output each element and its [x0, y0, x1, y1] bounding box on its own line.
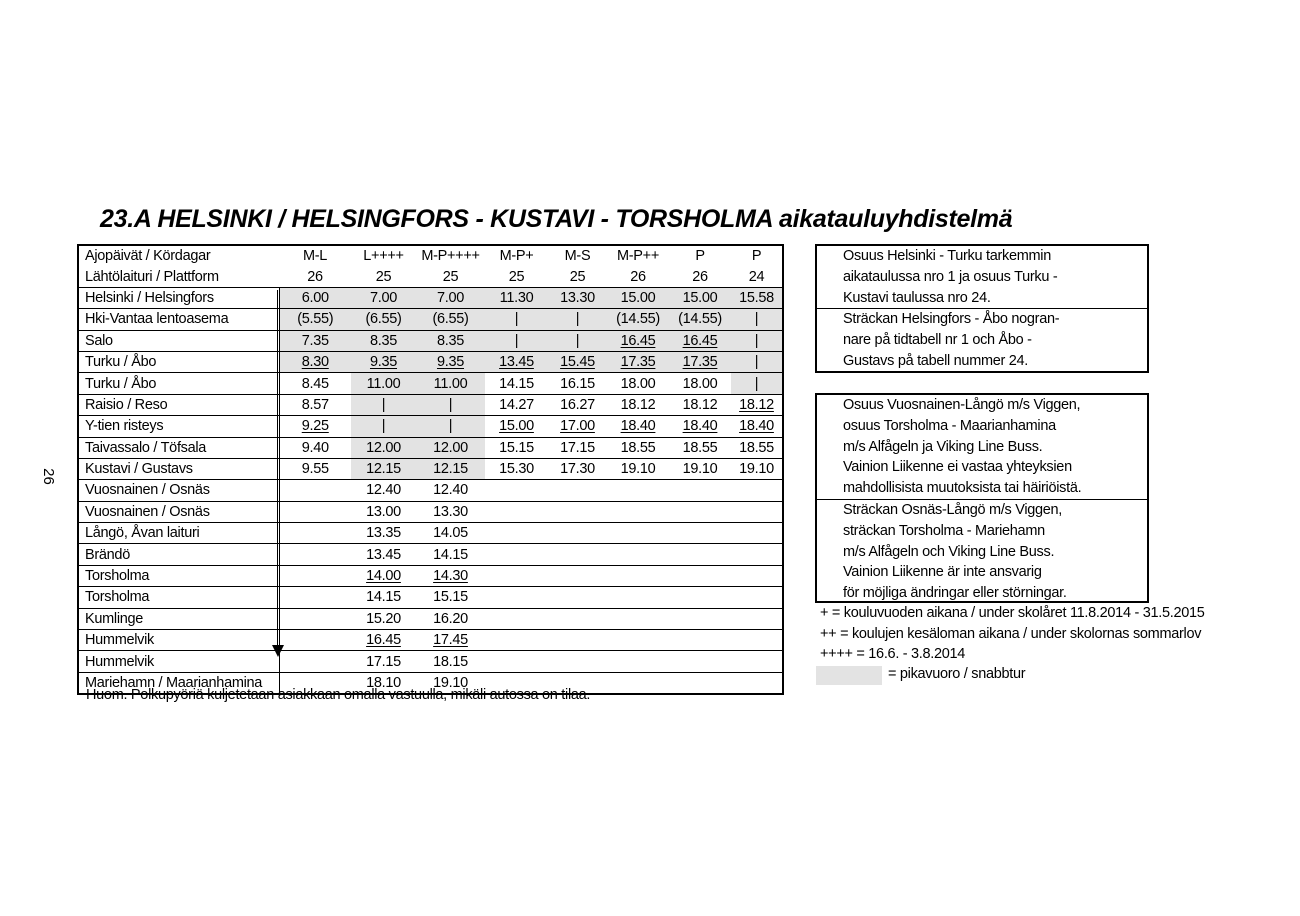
time-value: 14.30: [433, 568, 468, 585]
time-cell: [351, 351, 416, 372]
info-line: aikataulussa nro 1 ja osuus Turku -: [843, 268, 1058, 285]
time-cell: [731, 544, 783, 565]
table-row: [78, 587, 783, 608]
time-cell: (6.55): [351, 309, 416, 330]
time-cell: [607, 587, 669, 608]
time-cell: 7.35: [279, 330, 351, 351]
time-cell: [669, 630, 731, 651]
time-cell: 8.57: [279, 394, 351, 415]
station-name: Vuosnainen / Osnäs: [78, 480, 279, 501]
time-cell: 7.00: [416, 287, 485, 308]
time-cell: [669, 651, 731, 672]
time-cell: 13.35: [351, 523, 416, 544]
legend-express-swatch: [816, 666, 882, 685]
time-cell: [548, 608, 607, 629]
time-cell: 16.20: [416, 608, 485, 629]
time-cell: [669, 501, 731, 522]
time-cell: [279, 544, 351, 565]
time-cell: [731, 480, 783, 501]
time-cell: [607, 480, 669, 501]
time-cell: [485, 501, 548, 522]
info-box-ferries: [815, 393, 1149, 603]
table-row: [78, 565, 783, 586]
station-name: Långö, Åvan laituri: [78, 523, 279, 544]
time-cell: [669, 672, 731, 694]
time-cell: [669, 416, 731, 437]
station-name: Helsinki / Helsingfors: [78, 287, 279, 308]
legend-express-label: = pikavuoro / snabbtur: [888, 666, 1026, 682]
day-code: M-P++: [616, 248, 659, 265]
time-value: 9.35: [369, 354, 398, 371]
time-value: 16.45: [620, 332, 656, 349]
time-cell: 18.55: [669, 437, 731, 458]
time-cell: 8.35: [351, 330, 416, 351]
time-value: 16.45: [366, 632, 401, 649]
platform-number: 25: [416, 266, 485, 287]
time-cell: [279, 608, 351, 629]
station-name: Raisio / Reso: [78, 394, 279, 415]
time-cell: 6.00: [279, 287, 351, 308]
time-cell: [279, 416, 351, 437]
platform-number: 25: [485, 266, 548, 287]
header-days-row: [78, 245, 783, 266]
time-cell: [485, 351, 548, 372]
time-cell: [607, 630, 669, 651]
info-line: Sträckan Helsingfors - Åbo nogran-: [817, 308, 1147, 330]
day-code: P: [751, 248, 762, 265]
time-cell: [416, 351, 485, 372]
time-cell: 9.55: [279, 458, 351, 479]
time-cell: [731, 672, 783, 694]
time-cell: [607, 501, 669, 522]
station-name: Mariehamn / Maarianhamina: [78, 672, 279, 694]
time-cell: 18.55: [607, 437, 669, 458]
info-line: Osuus Vuosnainen-Långö m/s Viggen,: [843, 397, 1081, 413]
time-cell: |: [485, 309, 548, 330]
info-line: sträckan Torsholma - Mariehamn: [843, 522, 1045, 539]
day-code: L++++: [363, 248, 404, 265]
info-line: osuus Torsholma - Maarianhamina: [843, 417, 1056, 434]
time-cell: [485, 544, 548, 565]
table-row: [78, 351, 783, 372]
time-cell: [279, 523, 351, 544]
time-cell: [351, 565, 416, 586]
info-line: nare på tidtabell nr 1 och Åbo -: [843, 332, 1032, 349]
info-line: Osuus Helsinki - Turku tarkemmin: [843, 248, 1051, 264]
footnote: Huom. Polkupyöriä kuljetetaan asiakkaan omalla vastuulla, mikäli autossa on tilaa.: [86, 687, 591, 703]
time-cell: [607, 330, 669, 351]
time-value: 9.25: [301, 418, 329, 435]
time-value: 13.45: [499, 354, 534, 371]
time-value: 14.00: [366, 568, 401, 585]
time-cell: [669, 330, 731, 351]
time-value: 17.35: [620, 354, 656, 371]
station-name: Kumlinge: [78, 608, 279, 629]
info-line: mahdollisista muutoksista tai häiriöistä.: [843, 480, 1082, 497]
time-cell: |: [485, 330, 548, 351]
info-box-connections: [815, 244, 1149, 373]
station-name: Hki-Vantaa lentoasema: [78, 309, 279, 330]
table-row: [78, 330, 783, 351]
table-row: [78, 287, 783, 308]
time-cell: [548, 544, 607, 565]
legend-plus4: ++++ = 16.6. - 3.8.2014: [820, 646, 966, 662]
info-line: för möjliga ändringar eller störningar.: [843, 585, 1067, 602]
time-cell: [607, 351, 669, 372]
time-cell: 15.00: [607, 287, 669, 308]
time-value: 16.45: [682, 332, 718, 349]
platform-number: 26: [279, 266, 351, 287]
time-cell: |: [548, 330, 607, 351]
time-cell: [669, 608, 731, 629]
time-cell: [548, 480, 607, 501]
time-cell: 13.30: [548, 287, 607, 308]
legend-plusplus: ++ = koulujen kesäloman aikana / under skolornas sommarlov: [820, 626, 1202, 642]
time-cell: 13.45: [351, 544, 416, 565]
time-value: 18.40: [682, 418, 718, 435]
time-cell: [279, 480, 351, 501]
time-cell: [669, 544, 731, 565]
legend-plus: + = kouluvuoden aikana / under skolåret 11.8.2014 - 31.5.2015: [820, 605, 1205, 621]
time-cell: 13.00: [351, 501, 416, 522]
time-cell: 15.58: [731, 287, 783, 308]
station-name: Hummelvik: [78, 630, 279, 651]
time-cell: 12.00: [416, 437, 485, 458]
day-code: M-L: [302, 248, 328, 265]
table-row: [78, 309, 783, 330]
time-cell: [548, 523, 607, 544]
station-name: Y-tien risteys: [78, 416, 279, 437]
platform-number: 26: [607, 266, 669, 287]
header-platform-label: Lähtölaituri / Plattform: [78, 266, 279, 287]
table-row: [78, 501, 783, 522]
platform-number: 25: [548, 266, 607, 287]
time-value: 17.45: [433, 632, 468, 649]
time-value: 18.40: [620, 418, 656, 435]
time-cell: 17.15: [351, 651, 416, 672]
time-value: 18.12: [739, 396, 774, 413]
time-cell: [485, 480, 548, 501]
time-cell: [351, 630, 416, 651]
time-cell: [416, 565, 485, 586]
station-name: Vuosnainen / Osnäs: [78, 501, 279, 522]
time-cell: [731, 651, 783, 672]
day-code: M-P++++: [421, 248, 480, 265]
time-cell: [731, 523, 783, 544]
station-name: Torsholma: [78, 587, 279, 608]
day-code: P: [695, 248, 705, 265]
time-cell: [548, 630, 607, 651]
time-cell: 7.00: [351, 287, 416, 308]
time-cell: |: [416, 394, 485, 415]
table-row: [78, 544, 783, 565]
continuation-arrow-line: [277, 290, 278, 650]
info-line: m/s Alfågeln och Viking Line Buss.: [843, 543, 1055, 560]
table-row: [78, 373, 783, 394]
time-cell: 19.10: [731, 458, 783, 479]
table-row: [78, 630, 783, 651]
time-cell: (14.55): [669, 309, 731, 330]
time-cell: 14.15: [351, 587, 416, 608]
platform-number: 24: [731, 266, 783, 287]
time-cell: 14.05: [416, 523, 485, 544]
info-line: Vainion Liikenne är inte ansvarig: [843, 564, 1042, 581]
station-name: Torsholma: [78, 565, 279, 586]
time-cell: [279, 630, 351, 651]
info-line: Kustavi taulussa nro 24.: [843, 289, 991, 306]
time-cell: [607, 416, 669, 437]
time-cell: [548, 416, 607, 437]
time-cell: [279, 565, 351, 586]
time-cell: (6.55): [416, 309, 485, 330]
time-cell: [731, 565, 783, 586]
time-value: 9.35: [436, 354, 465, 371]
time-cell: [548, 351, 607, 372]
time-cell: 18.12: [669, 394, 731, 415]
time-cell: [669, 565, 731, 586]
day-code: M-S: [564, 248, 591, 265]
station-name: Kustavi / Gustavs: [78, 458, 279, 479]
time-cell: [607, 608, 669, 629]
time-cell: [485, 587, 548, 608]
info-line: Vainion Liikenne ei vastaa yhteyksien: [843, 459, 1072, 476]
time-cell: 16.27: [548, 394, 607, 415]
time-cell: [485, 630, 548, 651]
time-cell: [731, 501, 783, 522]
time-cell: |: [416, 416, 485, 437]
time-cell: [669, 351, 731, 372]
time-cell: [279, 351, 351, 372]
header-days-label: Ajopäivät / Kördagar: [85, 248, 211, 265]
time-cell: [485, 651, 548, 672]
time-cell: 14.15: [416, 544, 485, 565]
time-cell: 15.15: [416, 587, 485, 608]
info-line: Sträckan Osnäs-Långö m/s Viggen,: [817, 499, 1147, 521]
time-cell: |: [548, 309, 607, 330]
time-cell: [416, 630, 485, 651]
time-cell: 8.35: [416, 330, 485, 351]
time-cell: 15.00: [669, 287, 731, 308]
time-cell: (5.55): [279, 309, 351, 330]
time-cell: |: [731, 309, 783, 330]
time-cell: 14.15: [485, 373, 548, 394]
time-cell: 18.00: [607, 373, 669, 394]
table-row: [78, 651, 783, 672]
page-number: 26: [39, 468, 57, 485]
table-row: [78, 437, 783, 458]
table-row: [78, 458, 783, 479]
time-cell: 15.30: [485, 458, 548, 479]
time-cell: 17.30: [548, 458, 607, 479]
station-name: Turku / Åbo: [78, 351, 279, 372]
time-cell: [279, 501, 351, 522]
time-cell: [279, 651, 351, 672]
time-cell: [607, 523, 669, 544]
time-value: 17.35: [682, 354, 718, 371]
time-cell: 14.27: [485, 394, 548, 415]
station-name: Brändö: [78, 544, 279, 565]
time-value: 8.30: [301, 354, 329, 371]
time-cell: |: [351, 394, 416, 415]
time-cell: |: [731, 330, 783, 351]
page-title: 23.A HELSINKI / HELSINGFORS - KUSTAVI - TORSHOLMA aikatauluyhdistelmä: [100, 205, 1013, 233]
time-value: 17.00: [560, 418, 595, 435]
info-line: Gustavs på tabell nummer 24.: [843, 352, 1029, 369]
time-cell: |: [731, 373, 783, 394]
time-cell: [485, 416, 548, 437]
header-platform-row: [78, 266, 783, 287]
time-cell: [731, 416, 783, 437]
time-cell: [669, 480, 731, 501]
time-cell: 19.10: [416, 672, 485, 694]
time-cell: |: [731, 351, 783, 372]
time-cell: 11.30: [485, 287, 548, 308]
time-cell: 8.45: [279, 373, 351, 394]
time-cell: [607, 565, 669, 586]
time-cell: 12.15: [416, 458, 485, 479]
time-value: 18.40: [739, 418, 774, 435]
time-cell: 15.15: [485, 437, 548, 458]
time-cell: 18.15: [416, 651, 485, 672]
table-row: [78, 608, 783, 629]
time-cell: [548, 587, 607, 608]
time-cell: 19.10: [669, 458, 731, 479]
time-cell: [731, 608, 783, 629]
time-cell: [607, 544, 669, 565]
time-value: 15.00: [499, 418, 534, 435]
time-value: 15.45: [560, 354, 595, 371]
time-cell: 16.15: [548, 373, 607, 394]
time-cell: 11.00: [351, 373, 416, 394]
time-cell: 11.00: [416, 373, 485, 394]
platform-number: 26: [669, 266, 731, 287]
time-cell: 18.10: [351, 672, 416, 694]
day-code: M-P+: [499, 248, 534, 265]
time-cell: 12.00: [351, 437, 416, 458]
station-name: Taivassalo / Töfsala: [78, 437, 279, 458]
time-cell: (14.55): [607, 309, 669, 330]
station-name: Salo: [78, 330, 279, 351]
table-row: [78, 416, 783, 437]
time-cell: 9.40: [279, 437, 351, 458]
time-cell: 18.12: [607, 394, 669, 415]
timetable: [77, 244, 784, 695]
time-cell: 17.15: [548, 437, 607, 458]
time-cell: [485, 565, 548, 586]
time-cell: 19.10: [607, 458, 669, 479]
time-cell: [607, 672, 669, 694]
time-cell: [548, 565, 607, 586]
time-cell: 18.55: [731, 437, 783, 458]
time-cell: [607, 651, 669, 672]
arrow-down-icon: [272, 645, 284, 657]
time-cell: 12.40: [416, 480, 485, 501]
time-cell: [731, 587, 783, 608]
time-cell: [669, 523, 731, 544]
table-row: [78, 394, 783, 415]
time-cell: [279, 587, 351, 608]
table-row: [78, 523, 783, 544]
station-name: Turku / Åbo: [78, 373, 279, 394]
time-cell: 12.15: [351, 458, 416, 479]
time-cell: [485, 608, 548, 629]
station-name: Hummelvik: [78, 651, 279, 672]
info-line: m/s Alfågeln ja Viking Line Buss.: [843, 438, 1043, 455]
platform-number: 25: [351, 266, 416, 287]
time-cell: [548, 651, 607, 672]
time-cell: |: [351, 416, 416, 437]
time-cell: [731, 394, 783, 415]
time-cell: 12.40: [351, 480, 416, 501]
time-cell: [669, 587, 731, 608]
table-row: [78, 480, 783, 501]
time-cell: 13.30: [416, 501, 485, 522]
time-cell: [548, 501, 607, 522]
time-cell: [485, 523, 548, 544]
time-cell: 18.00: [669, 373, 731, 394]
time-cell: 15.20: [351, 608, 416, 629]
time-cell: [731, 630, 783, 651]
